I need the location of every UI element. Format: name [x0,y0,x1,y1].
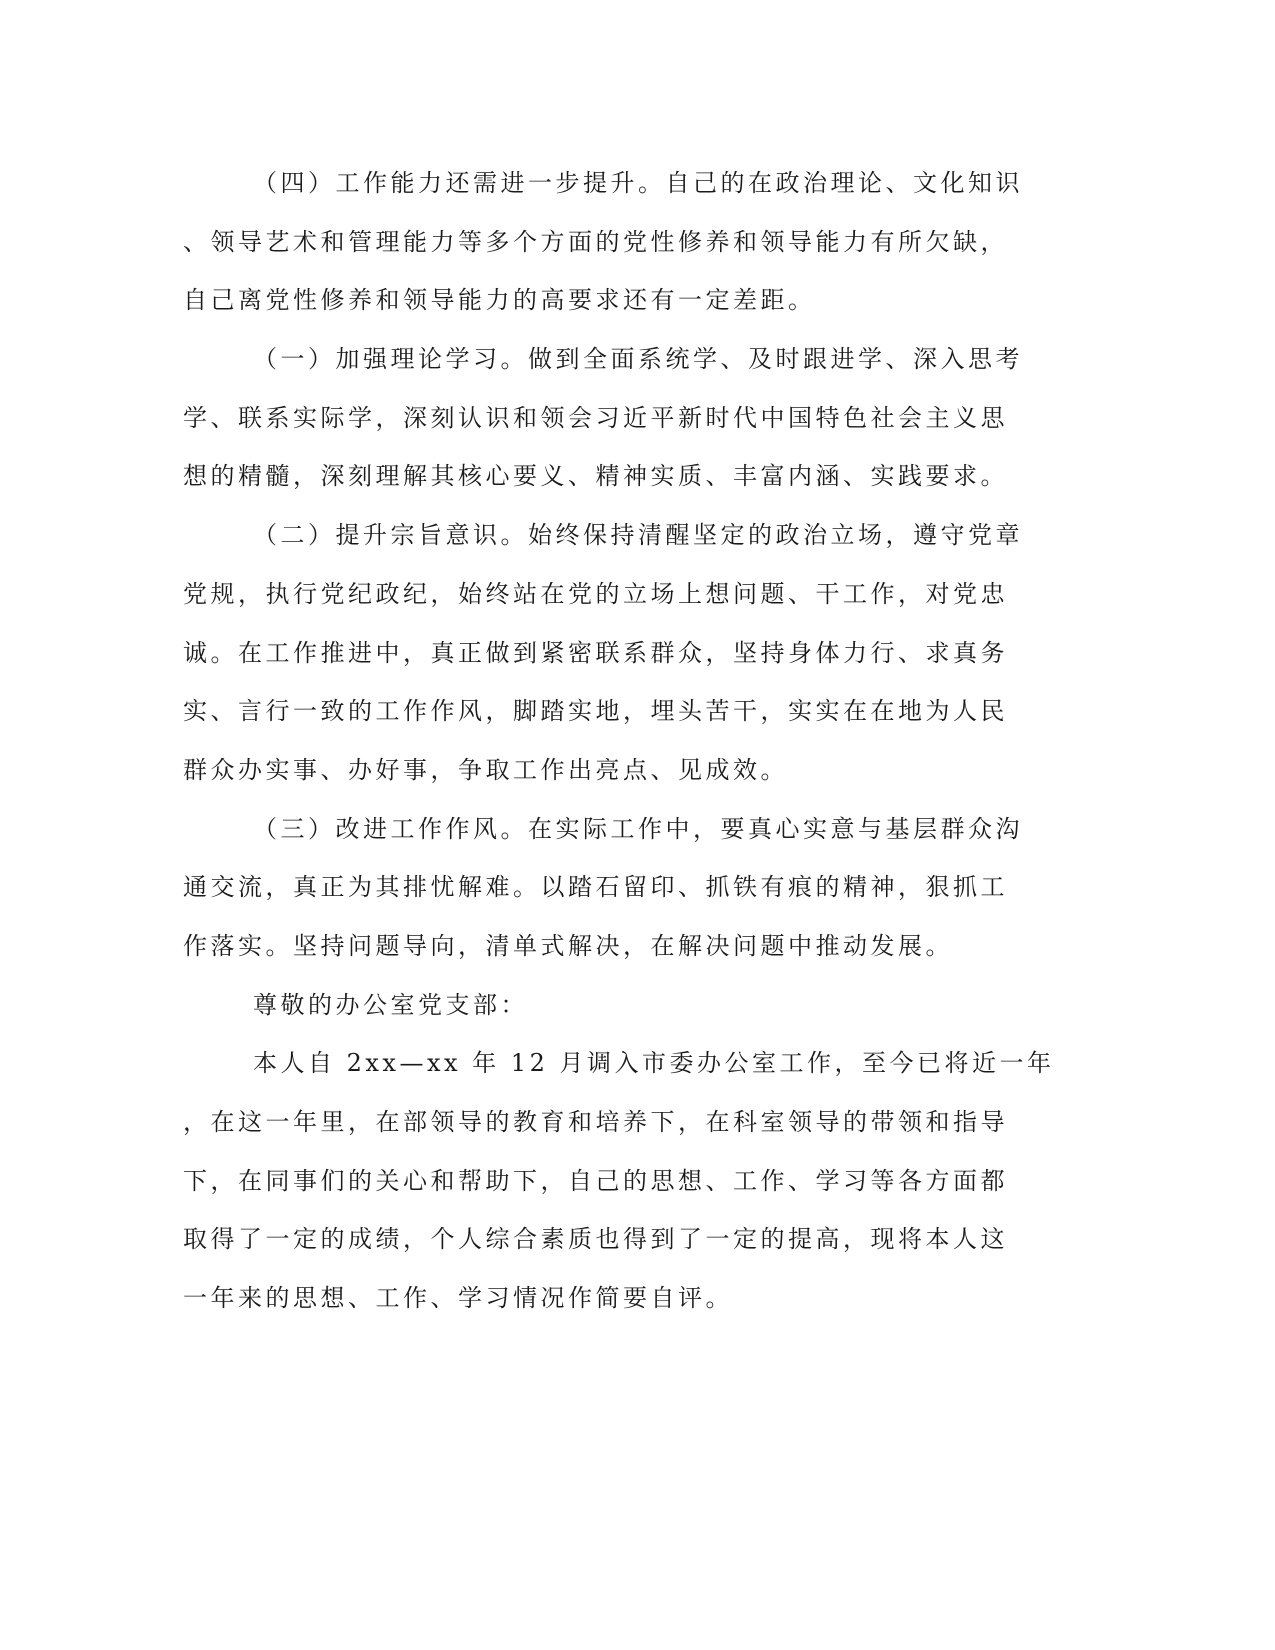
paragraph-theory-study [183,330,1063,506]
paragraph-line: 一年来的思想、工作、学习情况作简要自评。 [183,1284,733,1313]
document-body [183,154,1063,1328]
paragraph-line: 群众办实事、办好事，争取工作出亮点、见成效。 [183,755,788,784]
paragraph-line: 党规，执行党纪政纪，始终站在党的立场上想问题、干工作，对党忠 [183,579,1008,608]
salutation [183,976,1063,1035]
paragraph-line: 想的精髓，深刻理解其核心要义、精神实质、丰富内涵、实践要求。 [183,462,1008,491]
paragraph-line: （四）工作能力还需进一步提升。自己的在政治理论、文化知识 [253,169,1023,197]
salutation-line: 尊敬的办公室党支部： [253,990,528,1019]
paragraph-line: 通交流，真正为其排忧解难。以踏石留印、抓铁有痕的精神，狠抓工 [183,873,1008,902]
paragraph-self-evaluation [183,1034,1063,1327]
paragraph-line: （二）提升宗旨意识。始终保持清醒坚定的政治立场，遵守党章 [253,521,1023,550]
paragraph-line: 、领导艺术和管理能力等多个方面的党性修养和领导能力有所欠缺， [183,227,1008,256]
paragraph-line: 作落实。坚持问题导向，清单式解决，在解决问题中推动发展。 [183,931,953,960]
paragraph-line: 取得了一定的成绩，个人综合素质也得到了一定的提高，现将本人这 [183,1225,1008,1254]
paragraph-line: 实、言行一致的工作作风，脚踏实地，埋头苦干，实实在在地为人民 [183,697,1008,726]
paragraph-line: 下，在同事们的关心和帮助下，自己的思想、工作、学习等各方面都 [183,1166,1008,1195]
paragraph-purpose-awareness [183,506,1063,799]
paragraph-work-ability [183,154,1063,330]
paragraph-line: （一）加强理论学习。做到全面系统学、及时跟进学、深入思考 [253,345,1023,374]
paragraph-line: 诚。在工作推进中，真正做到紧密联系群众，坚持身体力行、求真务 [183,638,1008,667]
paragraph-line: 学、联系实际学，深刻认识和领会习近平新时代中国特色社会主义思 [183,403,1008,432]
paragraph-line: （三）改进工作作风。在实际工作中，要真心实意与基层群众沟 [253,814,1023,843]
paragraph-work-style [183,800,1063,976]
paragraph-line: 本人自 2xx—xx 年 12 月调入市委办公室工作，至今已将近一年 [253,1049,1055,1078]
paragraph-line: 自己离党性修养和领导能力的高要求还有一定差距。 [183,286,816,315]
paragraph-line: ，在这一年里，在部领导的教育和培养下，在科室领导的带领和指导 [183,1108,1008,1136]
